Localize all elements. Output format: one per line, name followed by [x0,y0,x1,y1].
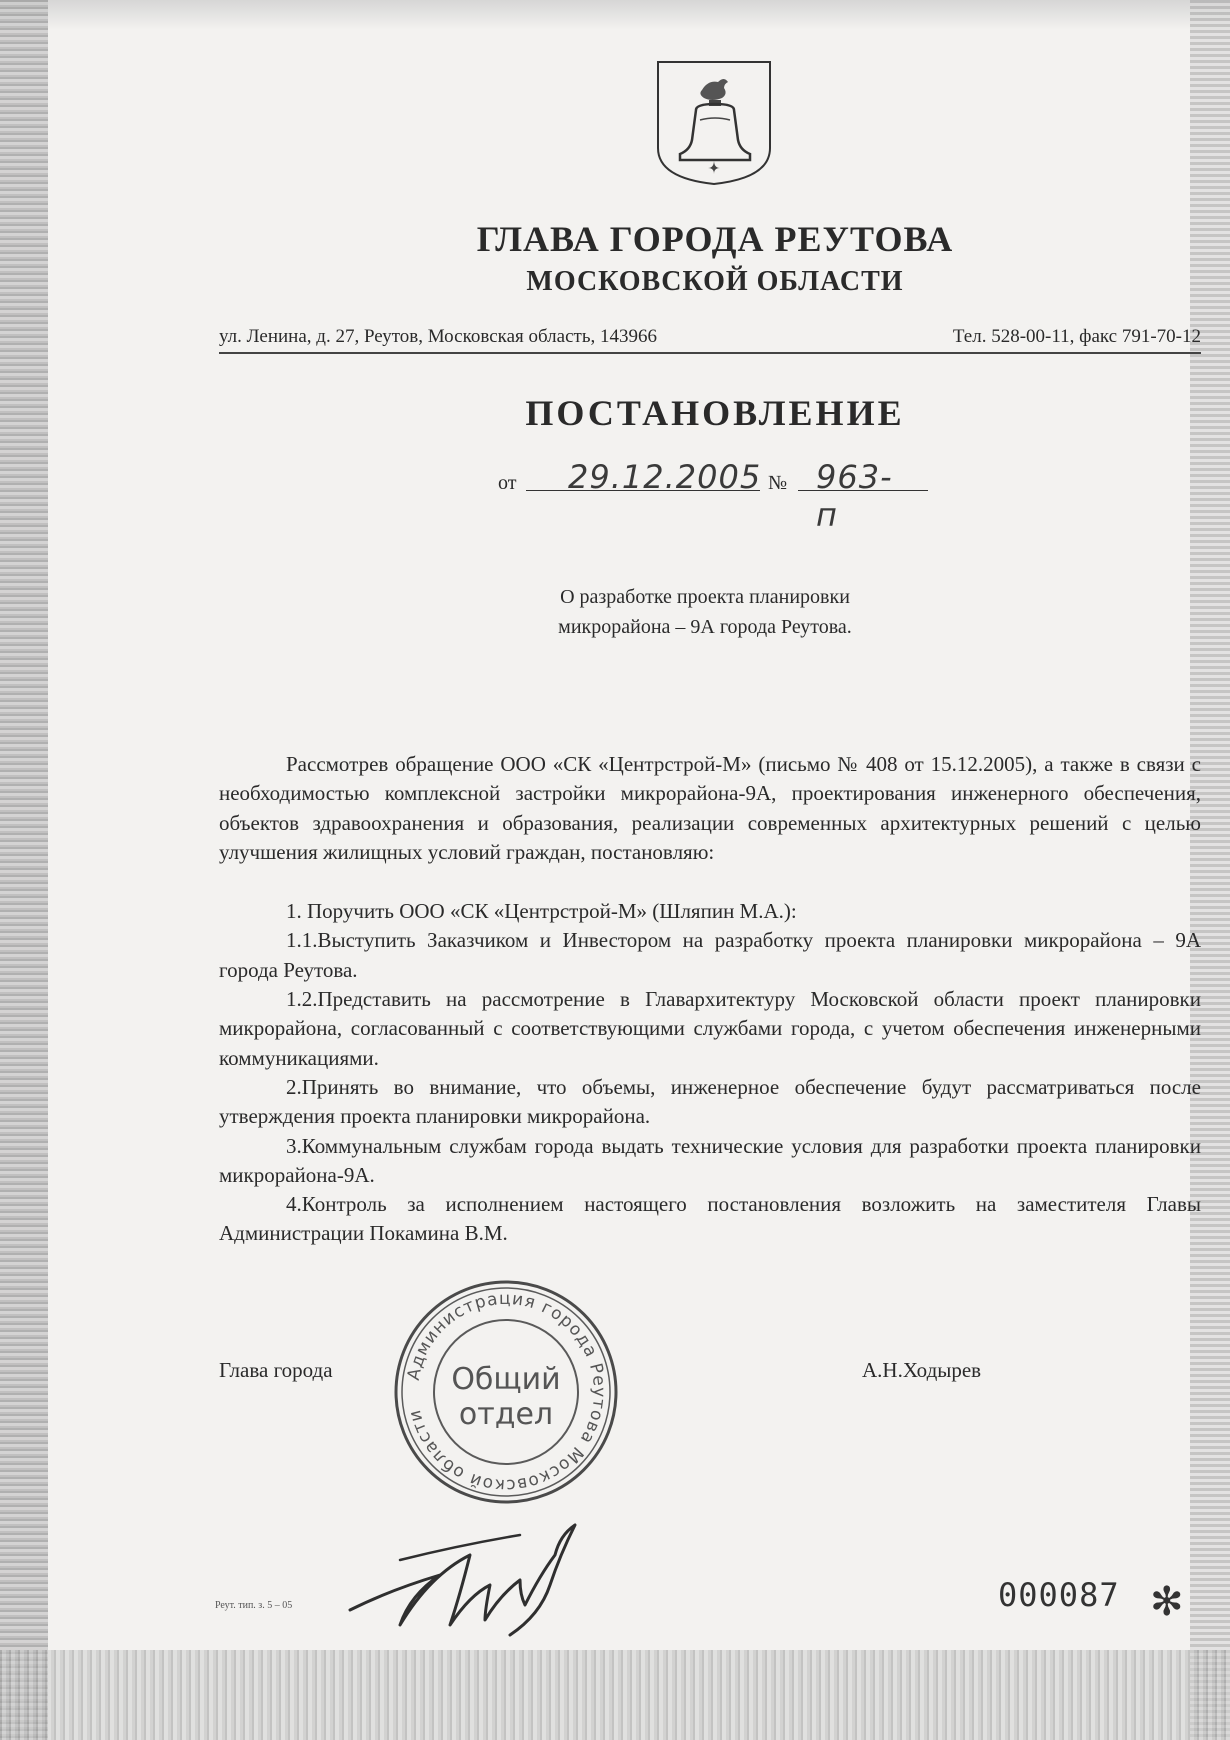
official-stamp [393,1279,619,1505]
handwritten-signature [340,1500,640,1650]
number-handwritten: 963-п [816,458,893,534]
svg-text:отдел: отдел [458,1397,554,1432]
clause-1: 1. Поручить ООО «СК «Центрстрой-М» (Шляпин М.А.): [286,899,797,924]
issuer-region: МОСКОВСКОЙ ОБЛАСТИ [526,266,904,297]
clause-1-1: 1.1.Выступить Заказчиком и Инвестором на разработку проекта планировки микрорайона – 9А города Реутова. [219,928,1201,982]
preamble-paragraph: Рассмотрев обращение ООО «СК «Центрстрой-М» (письмо № 408 от 15.12.2005), а также в связи с необходимостью комплексной застройки микрорайона-9А, проектирования инженерного обеспечения, объектов здравоохранения и образования, реализации современных архитектурных решений с целью улучшения жилищных условий граждан, постановляю: [219,752,1201,864]
scan-edge-top [0,0,1230,30]
clause-3: 3.Коммунальным службам города выдать технические условия для разработки проекта планировки микрорайона-9А. [219,1133,1201,1187]
printing-house-mark: Реут. тип. з. 5 – 05 [215,1600,293,1611]
letterhead-contacts [219,326,1201,354]
scan-edge-left [0,0,48,1740]
date-handwritten: 29.12.2005 [568,458,762,496]
svg-text:Общий: Общий [451,1362,561,1397]
svg-text:Администрация города Реутова М: Администрация города Реутова Московской области [403,1288,610,1496]
document-type-heading: ПОСТАНОВЛЕНИЕ [525,393,905,433]
number-label: № [768,472,788,494]
signatory-name: А.Н.Ходырев [862,1358,982,1382]
subject-line: микрорайона – 9А города Реутова. [558,616,852,638]
form-serial-number: 000087 [998,1576,1120,1614]
clause-4: 4.Контроль за исполнением настоящего постановления возложить на заместителя Главы Администрации Покамина В.М. [219,1192,1201,1246]
date-label: от [498,472,517,494]
scan-edge-bottom [0,1650,1230,1740]
coat-of-arms-emblem [654,60,774,185]
issuer-address: ул. Ленина, д. 27, Реутов, Московская область, 143966 [219,326,658,347]
document-subject [0,582,1230,642]
subject-line: О разработке проекта планировки [560,586,850,608]
document-body [219,750,1201,1249]
clause-1-2: 1.2.Представить на рассмотрение в Главархитектуру Московской области проект планировки микрорайона, согласованный с соответствующими службами города, с учетом обеспечения инженерными коммуникациями. [219,987,1201,1070]
clause-2: 2.Принять во внимание, что объемы, инженерное обеспечение будут рассматриваться после утверждения проекта планировки микрорайона. [219,1074,1201,1129]
signatory-position: Глава города [219,1358,333,1382]
asterisk-mark: ✻ [1150,1579,1184,1624]
issuer-phone: Тел. 528-00-11, факс 791-70-12 [952,326,1201,347]
issuer-title: ГЛАВА ГОРОДА РЕУТОВА [476,219,954,259]
